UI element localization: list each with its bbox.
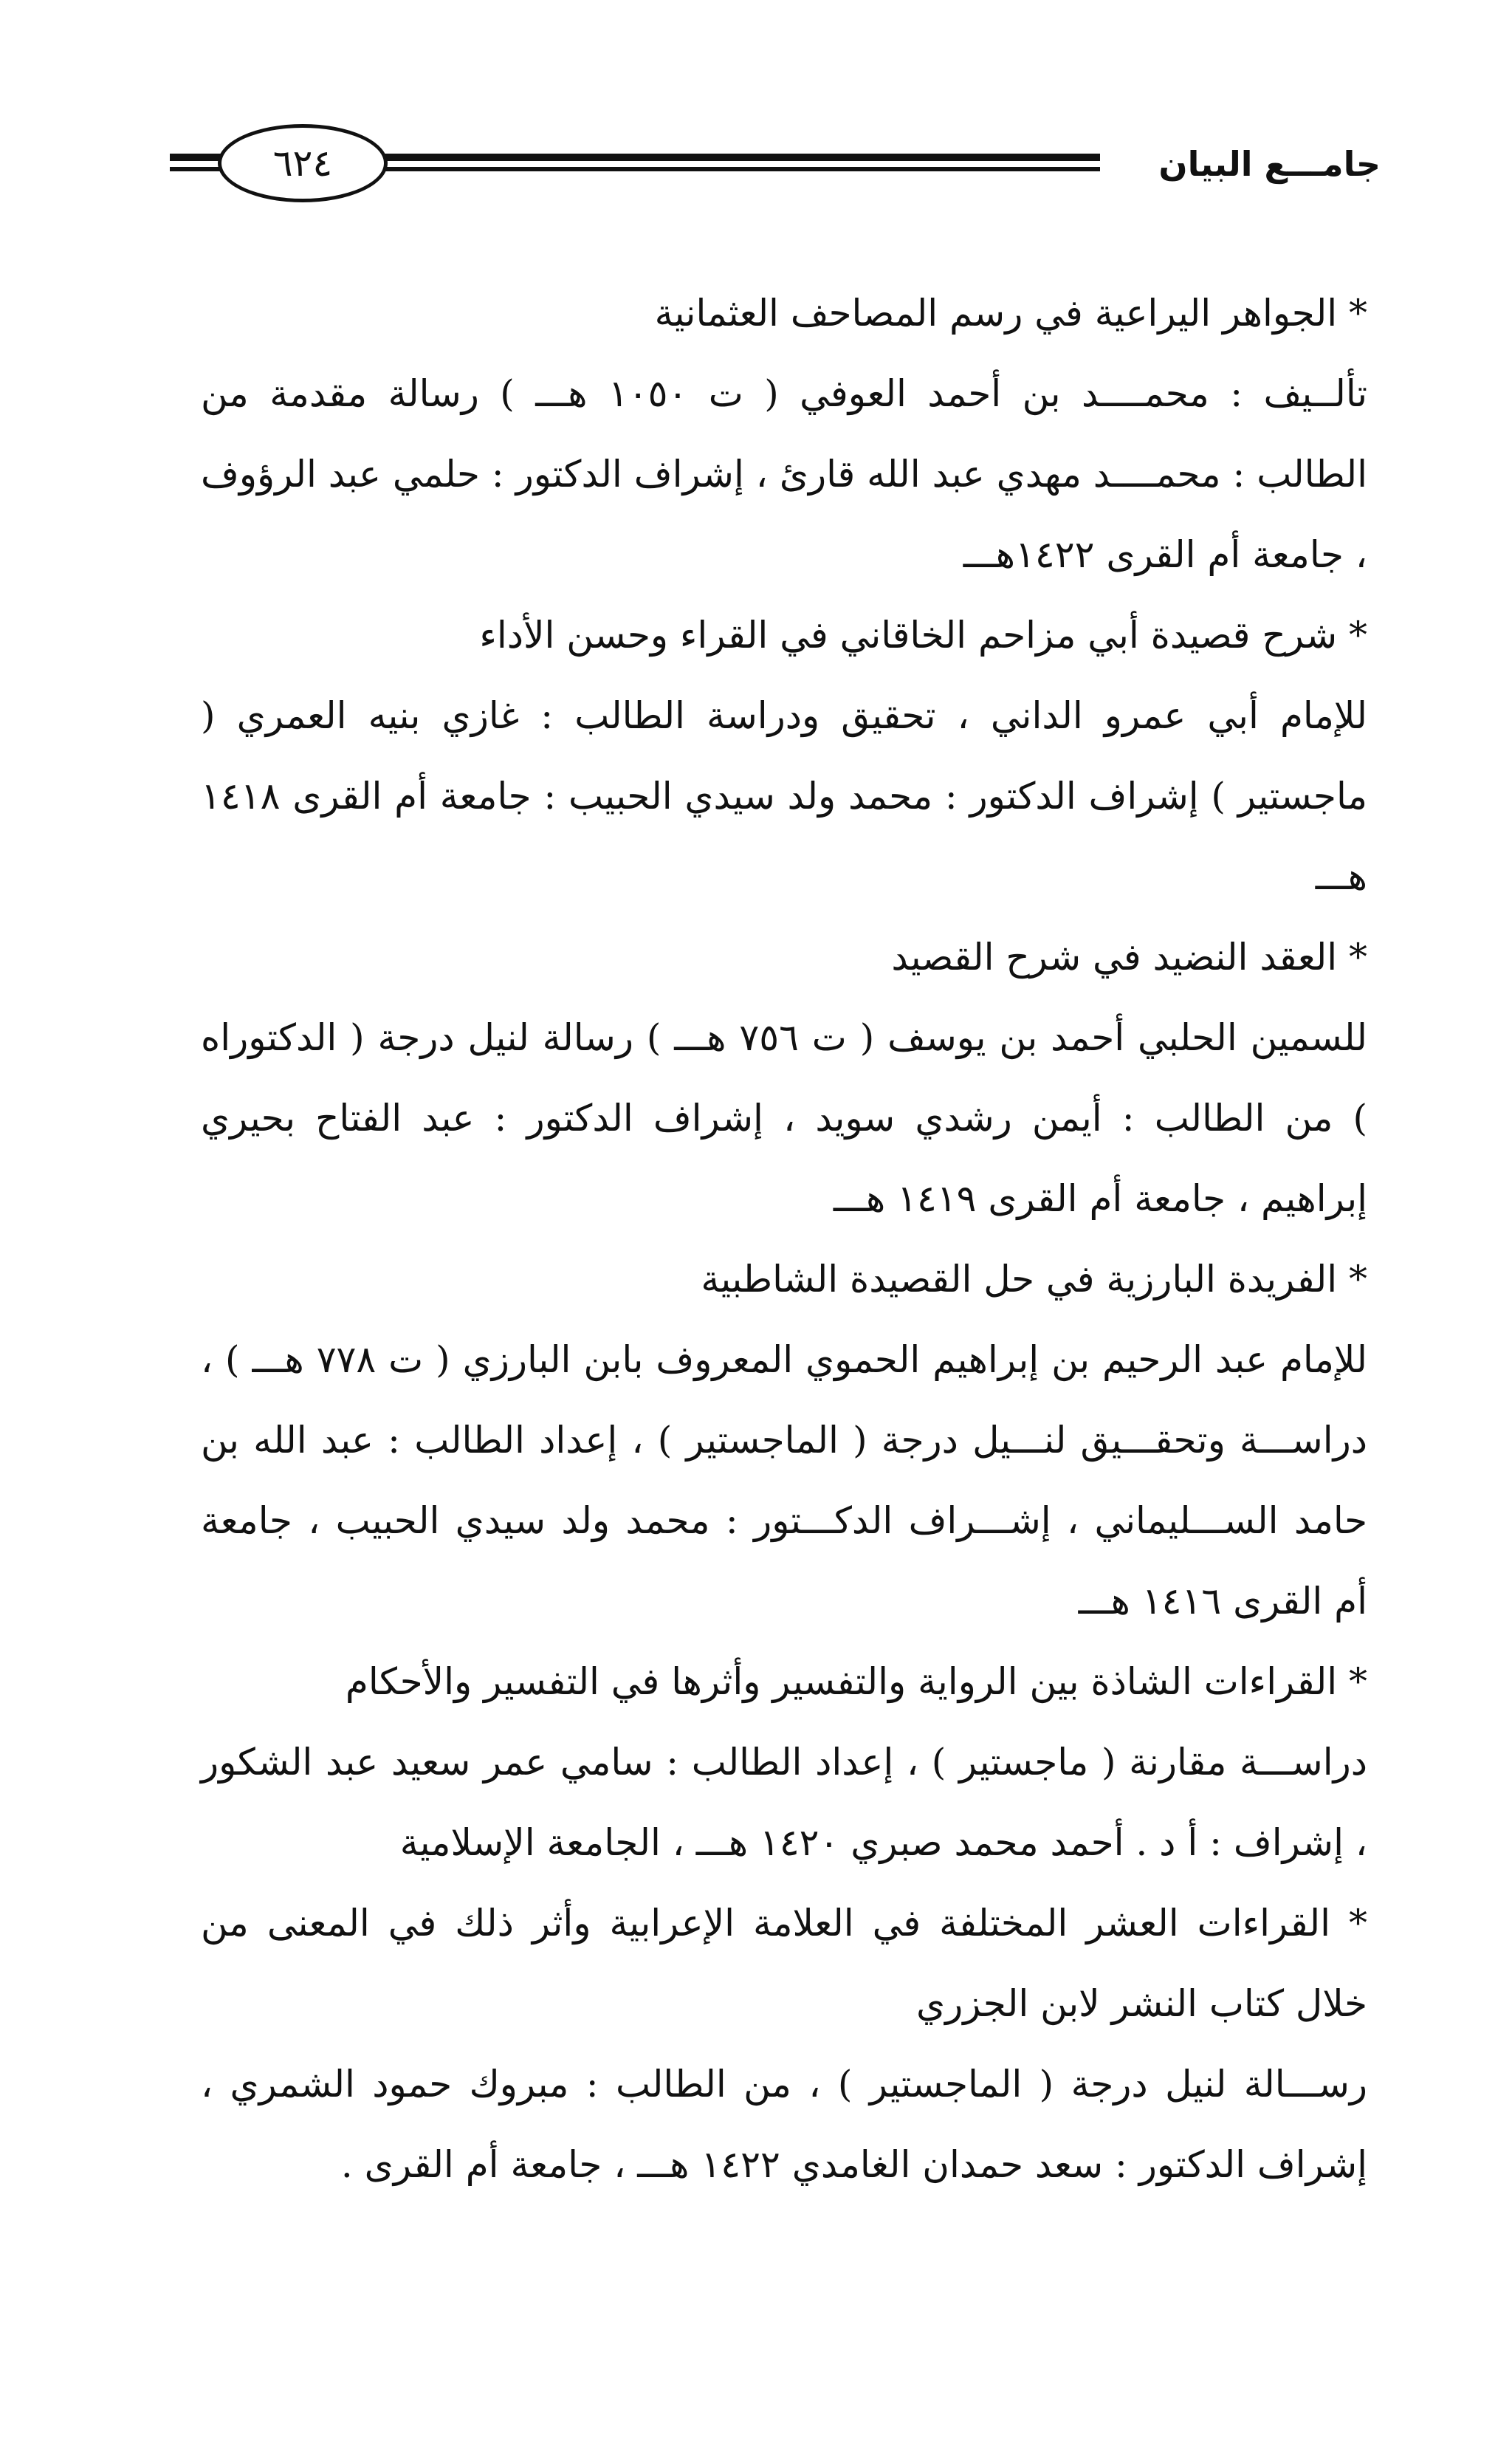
entry-detail: للسمين الحلبي أحمد بن يوسف ( ت ٧٥٦ هـــ ) رسالة لنيل درجة ( الدكتوراه ) من الطالب : أيمن رشدي سويد ، إشراف الدكتور : عبد الفتاح بحيري إبراهيم ، جامعة أم القرى ١٤١٩ هـــ xyxy=(201,1016,1368,1220)
entry-title: * العقد النضيد في شرح القصيد xyxy=(891,936,1367,979)
entry-title: * الجواهر اليراعية في رسم المصاحف العثمانية xyxy=(654,292,1367,335)
running-title: جامـــع البيان xyxy=(1158,144,1381,184)
entry-title: * الفريدة البارزية في حل القصيدة الشاطبية xyxy=(701,1258,1367,1301)
entry-detail: للإمام عبد الرحيم بن إبراهيم الحموي المعروف بابن البارزي ( ت ٧٧٨ هـــ ) ، دراســـة وتحقـــيق لنـــيل درجة ( الماجستير ) ، إعداد الطالب : عبد الله بن حامد الســـليماني ، إشـــراف الدكـــتور : محمد ولد سيدي الحبيب ، جامعة أم القرى ١٤١٦ هـــ xyxy=(201,1338,1368,1623)
entry-detail: تألــيف : محمــــد بن أحمد العوفي ( ت ١٠٥٠ هـــ ) رسالة مقدمة من الطالب : محمــــد مهدي عبد الله قارئ ، إشراف الدكتور : حلمي عبد الرؤوف ، جامعة أم القرى ١٤٢٢هـــ xyxy=(201,372,1368,576)
bibliography-list xyxy=(201,273,1367,2205)
page-header xyxy=(170,118,1381,207)
entry-title: * شرح قصيدة أبي مزاحم الخاقاني في القراء وحسن الأداء xyxy=(479,614,1367,657)
page-number: ٦٢٤ xyxy=(218,124,388,202)
entry-title: * القراءات العشر المختلفة في العلامة الإعرابية وأثر ذلك في المعنى من خلال كتاب النشر لابن الجزري xyxy=(201,1902,1367,2025)
entry-detail: رســـالة لنيل درجة ( الماجستير ) ، من الطالب : مبروك حمود الشمري ، إشراف الدكتور : سعد حمدان الغامدي ١٤٢٢ هـــ ، جامعة أم القرى . xyxy=(201,2063,1367,2186)
entry-detail: للإمام أبي عمرو الداني ، تحقيق ودراسة الطالب : غازي بنيه العمري ( ماجستير ) إشراف الدكتور : محمد ولد سيدي الحبيب : جامعة أم القرى ١٤١٨ هـــ xyxy=(201,694,1367,898)
entry-detail: دراســـة مقارنة ( ماجستير ) ، إعداد الطالب : سامي عمر سعيد عبد الشكور ، إشراف : أ د . أحمد محمد صبري ١٤٢٠ هـــ ، الجامعة الإسلامية xyxy=(201,1741,1367,1864)
entry-title: * القراءات الشاذة بين الرواية والتفسير وأثرها في التفسير والأحكام xyxy=(345,1660,1367,1703)
